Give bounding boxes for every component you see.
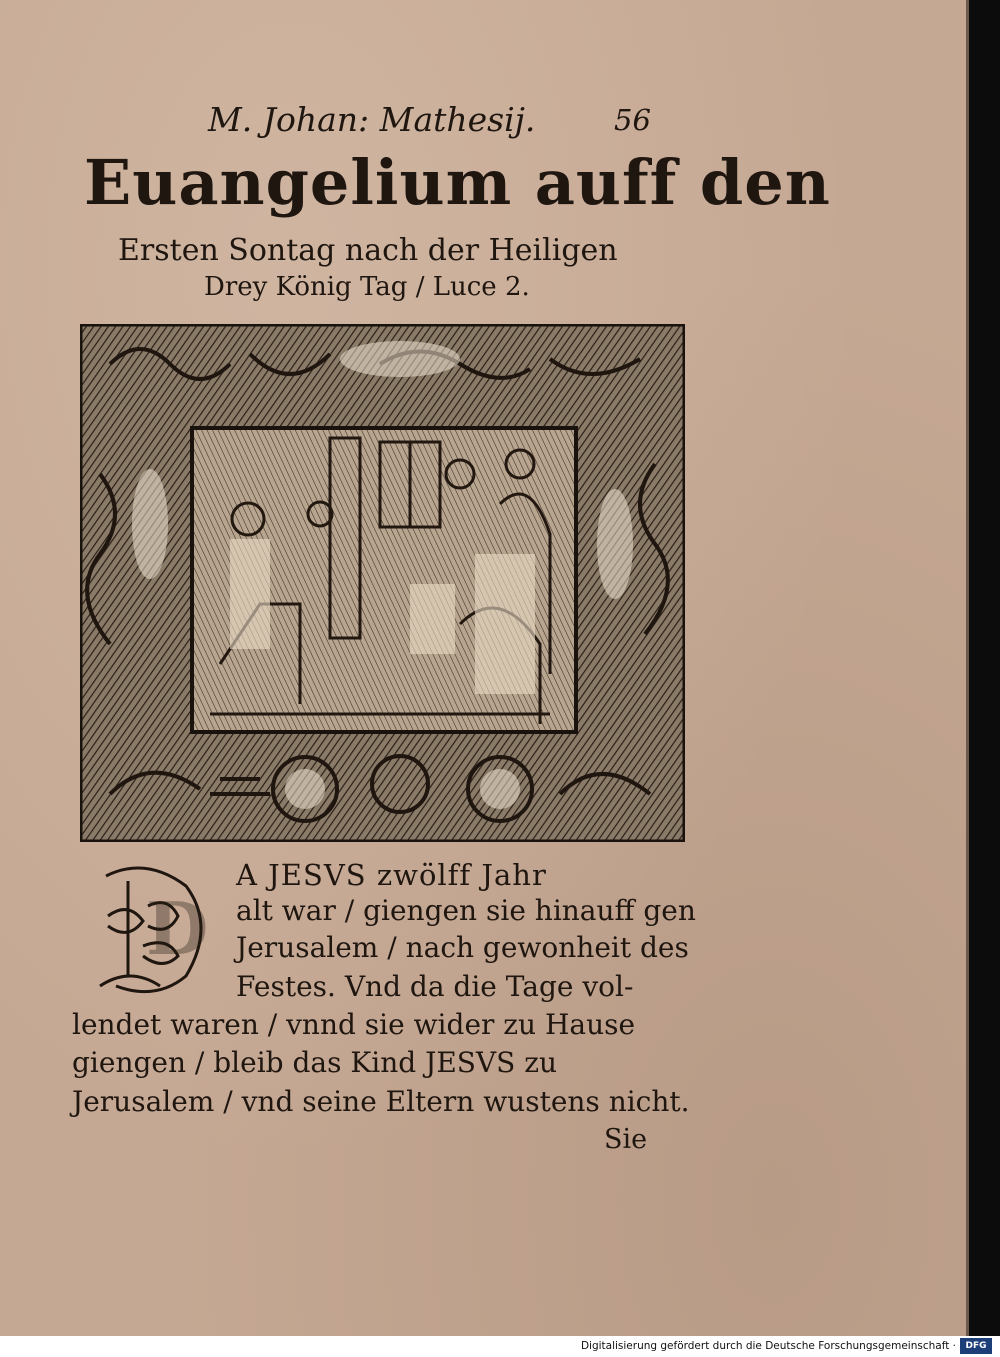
body-line-5: lendet waren / vnnd sie wider zu Hause xyxy=(72,1008,636,1041)
decorated-initial xyxy=(88,856,226,994)
title-line-3: Drey König Tag / Luce 2. xyxy=(204,272,530,302)
body-line-7: Jerusalem / vnd seine Eltern wustens nicht. xyxy=(72,1085,690,1118)
initial-letter: D xyxy=(146,886,209,971)
body-line-3: Jerusalem / nach gewonheit des xyxy=(236,931,689,964)
body-line-1: A JESVS zwölff Jahr xyxy=(236,858,547,892)
page-edge xyxy=(966,0,969,1336)
body-line-2: alt war / giengen sie hinauff gen xyxy=(236,894,696,927)
title-line-1: Euangelium auff den xyxy=(84,146,831,219)
digitization-credit: Digitalisierung gefördert durch die Deutsche Forschungsgemeinschaft · xyxy=(580,1340,956,1352)
body-line-6: giengen / bleib das Kind JESVS zu xyxy=(72,1046,558,1079)
title-line-2: Ersten Sontag nach der Heiligen xyxy=(118,233,618,268)
page-number: 56 xyxy=(614,103,651,137)
woodcut-illustration xyxy=(80,324,685,842)
running-head: M. Johan: Mathesij. xyxy=(208,100,536,139)
body-line-4: Festes. Vnd da die Tage vol- xyxy=(236,970,634,1003)
catchword: Sie xyxy=(604,1124,648,1155)
dfg-logo[interactable]: DFG xyxy=(960,1338,992,1354)
